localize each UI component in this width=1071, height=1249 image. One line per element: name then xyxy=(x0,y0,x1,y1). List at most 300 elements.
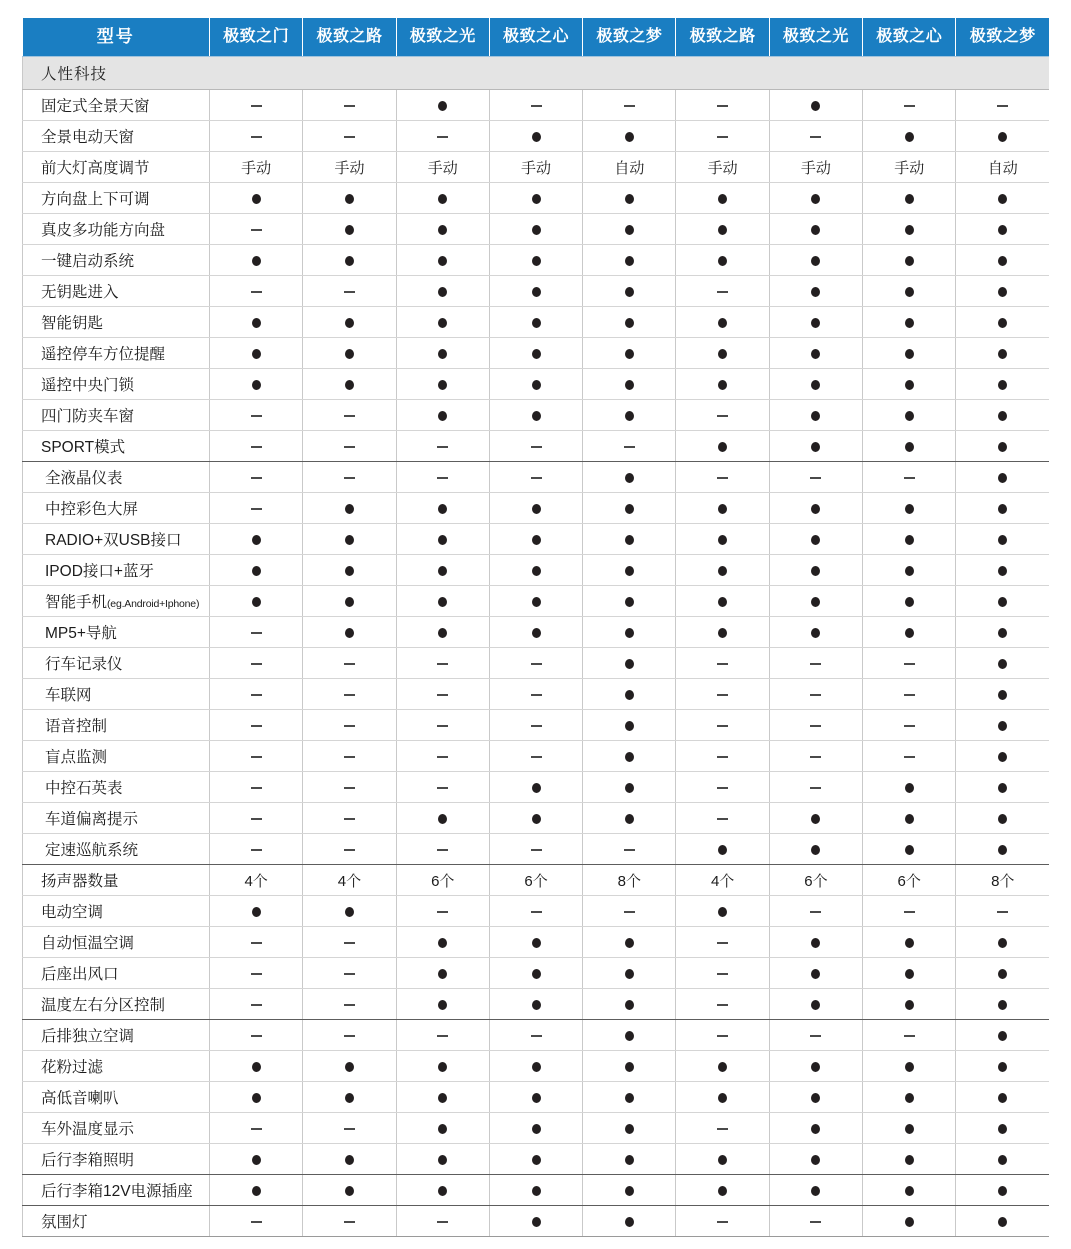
unavailable-dash-icon xyxy=(344,818,355,820)
available-dot-icon xyxy=(718,1186,727,1196)
spec-cell xyxy=(769,834,862,865)
spec-cell xyxy=(676,958,769,989)
spec-cell: 6个 xyxy=(863,865,956,896)
feature-label-text: 固定式全景天窗 xyxy=(41,98,150,115)
spec-cell xyxy=(769,369,862,400)
spec-cell xyxy=(583,1082,676,1113)
spec-cell xyxy=(676,462,769,493)
spec-cell xyxy=(676,369,769,400)
feature-label-text: 四门防夹车窗 xyxy=(41,408,135,425)
spec-cell xyxy=(396,245,489,276)
spec-cell xyxy=(956,214,1049,245)
available-dot-icon xyxy=(905,287,914,297)
header-cell-trim-8: 极致之心 xyxy=(863,18,956,57)
table-row xyxy=(23,1051,1050,1082)
spec-cell xyxy=(676,524,769,555)
available-dot-icon xyxy=(438,411,447,421)
available-dot-icon xyxy=(811,597,820,607)
spec-cell xyxy=(956,834,1049,865)
available-dot-icon xyxy=(905,566,914,576)
unavailable-dash-icon xyxy=(904,105,915,107)
spec-cell xyxy=(769,958,862,989)
available-dot-icon xyxy=(252,1155,261,1165)
available-dot-icon xyxy=(438,1124,447,1134)
table-row xyxy=(23,276,1050,307)
unavailable-dash-icon xyxy=(251,1128,262,1130)
spec-cell xyxy=(769,586,862,617)
feature-label-text: 全液晶仪表 xyxy=(45,470,123,487)
available-dot-icon xyxy=(532,783,541,793)
spec-cell xyxy=(956,90,1049,121)
available-dot-icon xyxy=(905,1124,914,1134)
spec-cell xyxy=(676,1082,769,1113)
feature-label-text: 方向盘上下可调 xyxy=(41,191,150,208)
feature-label-text: 车外温度显示 xyxy=(41,1121,135,1138)
spec-cell xyxy=(396,462,489,493)
table-row xyxy=(23,989,1050,1020)
feature-label xyxy=(23,958,210,989)
available-dot-icon xyxy=(811,1124,820,1134)
available-dot-icon xyxy=(532,380,541,390)
feature-label-text: 高低音喇叭 xyxy=(41,1090,119,1107)
available-dot-icon xyxy=(532,349,541,359)
unavailable-dash-icon xyxy=(717,756,728,758)
spec-cell xyxy=(396,1144,489,1175)
spec-cell xyxy=(489,276,582,307)
available-dot-icon xyxy=(532,287,541,297)
spec-cell xyxy=(303,493,396,524)
available-dot-icon xyxy=(532,938,541,948)
spec-cell xyxy=(676,1020,769,1051)
unavailable-dash-icon xyxy=(437,787,448,789)
spec-cell xyxy=(583,648,676,679)
available-dot-icon xyxy=(625,225,634,235)
unavailable-dash-icon xyxy=(531,911,542,913)
unavailable-dash-icon xyxy=(904,725,915,727)
available-dot-icon xyxy=(532,1217,541,1227)
spec-cell xyxy=(676,431,769,462)
unavailable-dash-icon xyxy=(624,849,635,851)
spec-cell xyxy=(210,90,303,121)
spec-cell xyxy=(303,648,396,679)
available-dot-icon xyxy=(998,1000,1007,1010)
feature-label xyxy=(23,648,210,679)
spec-cell xyxy=(210,1113,303,1144)
spec-cell xyxy=(303,276,396,307)
spec-cell xyxy=(303,338,396,369)
available-dot-icon xyxy=(998,938,1007,948)
available-dot-icon xyxy=(718,225,727,235)
feature-label xyxy=(23,617,210,648)
table-row xyxy=(23,741,1050,772)
spec-cell xyxy=(863,555,956,586)
spec-cell xyxy=(396,896,489,927)
spec-cell xyxy=(303,245,396,276)
spec-cell xyxy=(396,90,489,121)
unavailable-dash-icon xyxy=(997,911,1008,913)
spec-cell xyxy=(769,555,862,586)
spec-cell xyxy=(489,1206,582,1237)
spec-cell xyxy=(210,710,303,741)
spec-cell xyxy=(396,276,489,307)
spec-cell: 6个 xyxy=(489,865,582,896)
spec-cell xyxy=(676,679,769,710)
spec-cell xyxy=(769,617,862,648)
feature-label-text: 盲点监测 xyxy=(45,749,108,766)
spec-cell xyxy=(769,307,862,338)
unavailable-dash-icon xyxy=(531,849,542,851)
spec-cell xyxy=(676,1175,769,1206)
feature-label xyxy=(23,834,210,865)
spec-cell xyxy=(769,1144,862,1175)
feature-label xyxy=(23,369,210,400)
available-dot-icon xyxy=(625,783,634,793)
available-dot-icon xyxy=(532,814,541,824)
feature-label xyxy=(23,679,210,710)
unavailable-dash-icon xyxy=(251,725,262,727)
spec-cell xyxy=(956,896,1049,927)
available-dot-icon xyxy=(905,1093,914,1103)
spec-cell xyxy=(863,183,956,214)
spec-cell: 4个 xyxy=(303,865,396,896)
available-dot-icon xyxy=(998,318,1007,328)
unavailable-dash-icon xyxy=(904,663,915,665)
available-dot-icon xyxy=(345,318,354,328)
spec-cell xyxy=(210,1144,303,1175)
feature-label-text: RADIO+双USB接口 xyxy=(45,532,182,549)
spec-cell xyxy=(956,1020,1049,1051)
spec-cell: 6个 xyxy=(396,865,489,896)
spec-cell xyxy=(303,555,396,586)
available-dot-icon xyxy=(438,287,447,297)
spec-cell xyxy=(303,1144,396,1175)
available-dot-icon xyxy=(345,907,354,917)
spec-cell xyxy=(583,1175,676,1206)
unavailable-dash-icon xyxy=(531,446,542,448)
spec-cell xyxy=(210,276,303,307)
available-dot-icon xyxy=(438,535,447,545)
spec-cell xyxy=(583,307,676,338)
spec-cell xyxy=(489,927,582,958)
unavailable-dash-icon xyxy=(810,477,821,479)
feature-label-text: SPORT模式 xyxy=(41,439,126,456)
available-dot-icon xyxy=(345,504,354,514)
feature-label xyxy=(23,1082,210,1113)
available-dot-icon xyxy=(811,349,820,359)
available-dot-icon xyxy=(532,194,541,204)
available-dot-icon xyxy=(625,349,634,359)
unavailable-dash-icon xyxy=(344,105,355,107)
spec-cell xyxy=(863,1175,956,1206)
available-dot-icon xyxy=(345,194,354,204)
spec-cell xyxy=(489,1113,582,1144)
unavailable-dash-icon xyxy=(997,105,1008,107)
spec-cell xyxy=(210,183,303,214)
spec-cell xyxy=(769,772,862,803)
feature-label-text: 车道偏离提示 xyxy=(45,811,139,828)
available-dot-icon xyxy=(532,1186,541,1196)
available-dot-icon xyxy=(811,969,820,979)
spec-cell xyxy=(956,679,1049,710)
spec-cell xyxy=(956,958,1049,989)
available-dot-icon xyxy=(998,1217,1007,1227)
available-dot-icon xyxy=(811,411,820,421)
available-dot-icon xyxy=(998,411,1007,421)
spec-cell xyxy=(303,214,396,245)
available-dot-icon xyxy=(625,318,634,328)
available-dot-icon xyxy=(998,442,1007,452)
available-dot-icon xyxy=(625,132,634,142)
unavailable-dash-icon xyxy=(251,1004,262,1006)
spec-cell xyxy=(676,276,769,307)
unavailable-dash-icon xyxy=(904,477,915,479)
unavailable-dash-icon xyxy=(904,694,915,696)
unavailable-dash-icon xyxy=(251,415,262,417)
spec-cell xyxy=(396,214,489,245)
available-dot-icon xyxy=(811,566,820,576)
spec-cell xyxy=(769,1206,862,1237)
table-row xyxy=(23,90,1050,121)
spec-cell xyxy=(396,524,489,555)
feature-label-text: MP5+导航 xyxy=(45,625,117,642)
feature-label xyxy=(23,803,210,834)
spec-cell xyxy=(583,710,676,741)
spec-cell xyxy=(210,1020,303,1051)
available-dot-icon xyxy=(905,783,914,793)
feature-label-text: 遥控停车方位提醒 xyxy=(41,346,166,363)
available-dot-icon xyxy=(811,380,820,390)
spec-cell xyxy=(863,493,956,524)
feature-label xyxy=(23,400,210,431)
available-dot-icon xyxy=(625,535,634,545)
available-dot-icon xyxy=(345,225,354,235)
available-dot-icon xyxy=(438,1093,447,1103)
spec-cell xyxy=(396,1020,489,1051)
available-dot-icon xyxy=(718,535,727,545)
spec-cell: 手动 xyxy=(863,152,956,183)
unavailable-dash-icon xyxy=(251,756,262,758)
spec-cell xyxy=(303,369,396,400)
spec-cell xyxy=(676,1144,769,1175)
spec-cell xyxy=(303,1113,396,1144)
available-dot-icon xyxy=(252,256,261,266)
available-dot-icon xyxy=(345,535,354,545)
spec-cell xyxy=(489,121,582,152)
available-dot-icon xyxy=(998,1124,1007,1134)
spec-cell xyxy=(956,1113,1049,1144)
spec-cell xyxy=(303,431,396,462)
spec-cell xyxy=(303,896,396,927)
feature-label-text: 后排独立空调 xyxy=(41,1028,135,1045)
spec-cell xyxy=(676,834,769,865)
available-dot-icon xyxy=(438,1186,447,1196)
available-dot-icon xyxy=(905,194,914,204)
available-dot-icon xyxy=(811,535,820,545)
spec-cell xyxy=(489,772,582,803)
header-cell-trim-3: 极致之光 xyxy=(396,18,489,57)
spec-cell xyxy=(489,369,582,400)
feature-label xyxy=(23,1051,210,1082)
unavailable-dash-icon xyxy=(810,1221,821,1223)
spec-cell xyxy=(583,276,676,307)
spec-cell xyxy=(863,121,956,152)
feature-label-text: IPOD接口+蓝牙 xyxy=(45,563,154,580)
table-row xyxy=(23,1113,1050,1144)
feature-label-text: 车联网 xyxy=(45,687,92,704)
available-dot-icon xyxy=(532,535,541,545)
available-dot-icon xyxy=(252,566,261,576)
spec-cell xyxy=(863,803,956,834)
spec-cell xyxy=(489,741,582,772)
spec-cell xyxy=(396,586,489,617)
spec-cell xyxy=(769,183,862,214)
available-dot-icon xyxy=(625,1093,634,1103)
section-title: 人性科技 xyxy=(23,57,1050,90)
spec-cell xyxy=(863,989,956,1020)
available-dot-icon xyxy=(438,969,447,979)
available-dot-icon xyxy=(532,1124,541,1134)
table-header xyxy=(23,18,1050,57)
unavailable-dash-icon xyxy=(344,1221,355,1223)
available-dot-icon xyxy=(438,349,447,359)
spec-cell xyxy=(396,555,489,586)
spec-cell xyxy=(583,927,676,958)
available-dot-icon xyxy=(345,1155,354,1165)
unavailable-dash-icon xyxy=(717,415,728,417)
unavailable-dash-icon xyxy=(810,787,821,789)
unavailable-dash-icon xyxy=(251,818,262,820)
spec-cell xyxy=(489,989,582,1020)
available-dot-icon xyxy=(811,1062,820,1072)
unavailable-dash-icon xyxy=(344,787,355,789)
feature-label xyxy=(23,896,210,927)
spec-cell xyxy=(210,927,303,958)
spec-cell xyxy=(863,1206,956,1237)
available-dot-icon xyxy=(438,597,447,607)
spec-cell xyxy=(676,183,769,214)
available-dot-icon xyxy=(811,1000,820,1010)
available-dot-icon xyxy=(811,1186,820,1196)
spec-cell xyxy=(769,648,862,679)
spec-cell xyxy=(210,369,303,400)
table-row xyxy=(23,617,1050,648)
unavailable-dash-icon xyxy=(251,849,262,851)
unavailable-dash-icon xyxy=(437,663,448,665)
available-dot-icon xyxy=(718,1062,727,1072)
available-dot-icon xyxy=(625,597,634,607)
available-dot-icon xyxy=(532,597,541,607)
unavailable-dash-icon xyxy=(437,756,448,758)
spec-cell xyxy=(210,1051,303,1082)
available-dot-icon xyxy=(811,101,820,111)
spec-cell xyxy=(583,338,676,369)
available-dot-icon xyxy=(718,1155,727,1165)
available-dot-icon xyxy=(998,1186,1007,1196)
spec-cell xyxy=(863,369,956,400)
available-dot-icon xyxy=(718,907,727,917)
spec-cell xyxy=(583,958,676,989)
available-dot-icon xyxy=(252,349,261,359)
spec-cell xyxy=(769,245,862,276)
spec-cell xyxy=(210,617,303,648)
feature-label-text: 前大灯高度调节 xyxy=(41,160,150,177)
feature-label xyxy=(23,152,210,183)
spec-cell xyxy=(676,617,769,648)
unavailable-dash-icon xyxy=(717,291,728,293)
spec-cell: 手动 xyxy=(303,152,396,183)
spec-cell xyxy=(956,586,1049,617)
spec-cell xyxy=(583,369,676,400)
spec-cell xyxy=(956,1082,1049,1113)
spec-cell xyxy=(303,710,396,741)
available-dot-icon xyxy=(625,659,634,669)
spec-cell xyxy=(396,307,489,338)
unavailable-dash-icon xyxy=(531,477,542,479)
spec-cell xyxy=(676,1113,769,1144)
unavailable-dash-icon xyxy=(717,1221,728,1223)
unavailable-dash-icon xyxy=(251,973,262,975)
spec-cell xyxy=(956,555,1049,586)
spec-cell xyxy=(769,524,862,555)
unavailable-dash-icon xyxy=(251,229,262,231)
unavailable-dash-icon xyxy=(717,663,728,665)
spec-cell xyxy=(863,245,956,276)
available-dot-icon xyxy=(532,225,541,235)
available-dot-icon xyxy=(905,132,914,142)
spec-cell xyxy=(396,803,489,834)
spec-cell xyxy=(583,555,676,586)
available-dot-icon xyxy=(905,349,914,359)
unavailable-dash-icon xyxy=(624,911,635,913)
table-row xyxy=(23,400,1050,431)
available-dot-icon xyxy=(811,845,820,855)
spec-cell xyxy=(769,710,862,741)
available-dot-icon xyxy=(252,1062,261,1072)
spec-cell xyxy=(769,121,862,152)
feature-label-text: 真皮多功能方向盘 xyxy=(41,222,166,239)
spec-cell xyxy=(769,741,862,772)
spec-cell xyxy=(583,214,676,245)
spec-cell xyxy=(396,927,489,958)
unavailable-dash-icon xyxy=(251,1221,262,1223)
spec-cell xyxy=(583,1206,676,1237)
spec-cell xyxy=(396,772,489,803)
spec-cell xyxy=(396,1082,489,1113)
available-dot-icon xyxy=(811,504,820,514)
available-dot-icon xyxy=(625,938,634,948)
spec-cell xyxy=(210,741,303,772)
spec-cell xyxy=(489,586,582,617)
available-dot-icon xyxy=(625,721,634,731)
spec-cell xyxy=(396,710,489,741)
available-dot-icon xyxy=(438,1155,447,1165)
spec-cell xyxy=(303,1020,396,1051)
spec-cell xyxy=(769,338,862,369)
table-row xyxy=(23,648,1050,679)
spec-cell xyxy=(863,617,956,648)
available-dot-icon xyxy=(998,535,1007,545)
table-row xyxy=(23,1144,1050,1175)
available-dot-icon xyxy=(998,1031,1007,1041)
available-dot-icon xyxy=(998,721,1007,731)
spec-cell xyxy=(863,1020,956,1051)
feature-label xyxy=(23,865,210,896)
available-dot-icon xyxy=(998,783,1007,793)
spec-cell xyxy=(769,214,862,245)
spec-cell xyxy=(769,400,862,431)
spec-cell xyxy=(583,772,676,803)
spec-cell xyxy=(583,741,676,772)
